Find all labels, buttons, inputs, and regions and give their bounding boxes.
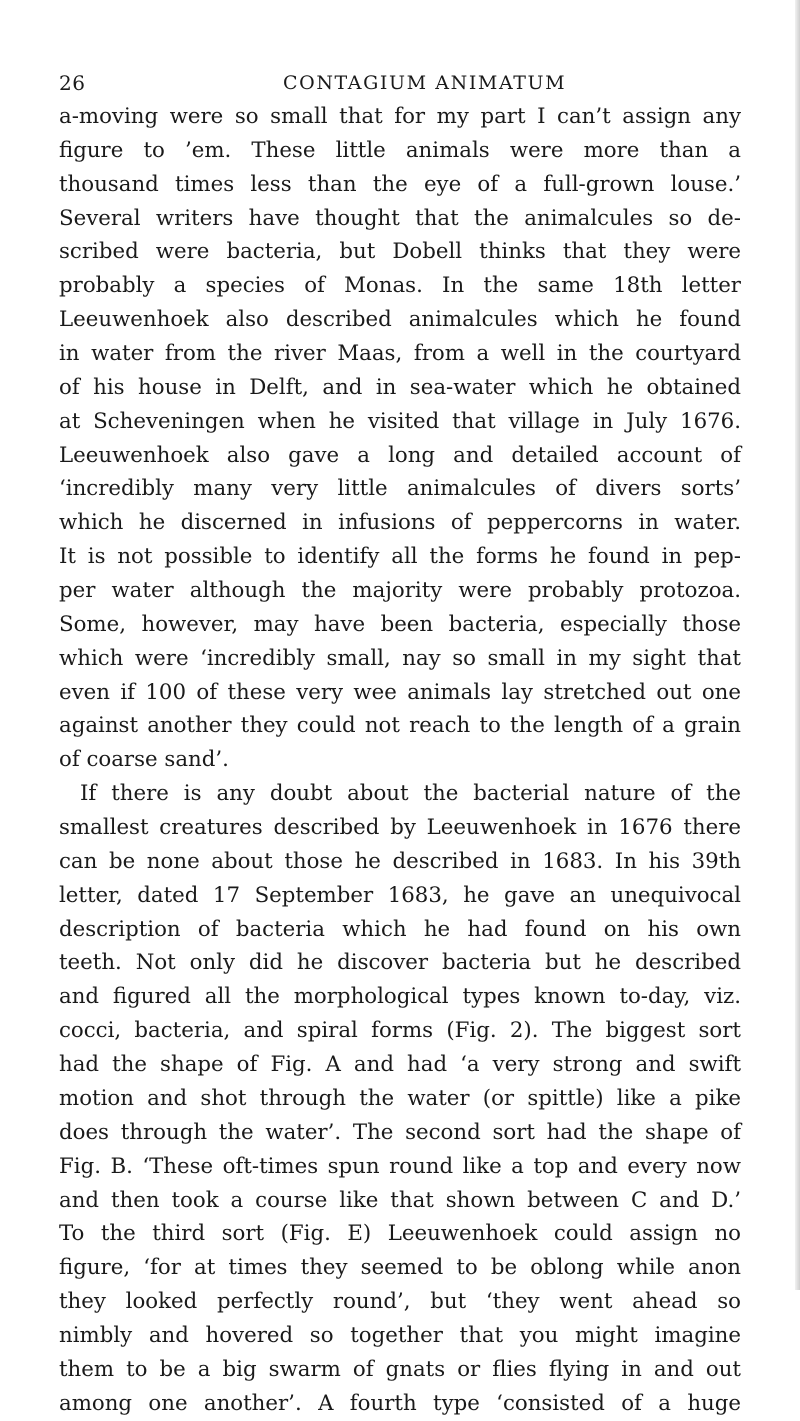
text-line: teeth. Not only did he discover bacteria but he described	[59, 950, 741, 976]
text-line: and figured all the morphological types known to-day, viz.	[59, 984, 741, 1010]
text-line: among one another’. A fourth type ‘consisted of a huge	[59, 1390, 741, 1416]
text-line: Leeuwenhoek also gave a long and detailed account of	[59, 442, 741, 468]
text-line: had the shape of Fig. A and had ‘a very strong and swift	[59, 1052, 741, 1078]
text-line: It is not possible to identify all the forms he found in pep-	[59, 544, 741, 570]
text-line: letter, dated 17 September 1683, he gave an unequivocal	[59, 882, 741, 908]
text-line: figure, ‘for at times they seemed to be oblong while anon	[59, 1255, 741, 1281]
text-line: a-moving were so small that for my part I can’t assign any	[59, 104, 741, 129]
text-line: To the third sort (Fig. E) Leeuwenhoek could assign no	[59, 1221, 741, 1247]
text-line: per water although the majority were probably protozoa.	[59, 578, 741, 604]
text-line: motion and shot through the water (or spittle) like a pike	[59, 1085, 741, 1111]
text-line: Some, however, may have been bacteria, especially those	[59, 611, 741, 637]
text-line: which were ‘incredibly small, nay so small in my sight that	[59, 645, 741, 671]
text-line: description of bacteria which he had found on his own	[59, 916, 741, 942]
text-line: against another they could not reach to the length of a grain	[59, 713, 741, 739]
text-line: probably a species of Monas. In the same 18th letter	[59, 273, 741, 299]
page-number: 26	[59, 71, 86, 95]
text-line: thousand times less than the eye of a full-grown louse.’	[59, 171, 741, 197]
text-line: can be none about those he described in 1683. In his 39th	[59, 848, 741, 874]
page-edge-shadow	[795, 0, 800, 1290]
text-line: they looked perfectly round’, but ‘they went ahead so	[59, 1289, 741, 1315]
text-line: Fig. B. ‘These oft-times spun round like a top and every now	[59, 1153, 741, 1179]
text-line: Leeuwenhoek also described animalcules which he found	[59, 307, 741, 333]
text-line: nimbly and hovered so together that you might imagine	[59, 1322, 741, 1348]
text-line: smallest creatures described by Leeuwenhoek in 1676 there	[59, 815, 741, 841]
text-line: which he discerned in infusions of peppercorns in water.	[59, 510, 741, 536]
text-line: of his house in Delft, and in sea-water which he obtained	[59, 374, 741, 400]
text-line: them to be a big swarm of gnats or flies flying in and out	[59, 1356, 741, 1382]
paragraph-start-line: If there is any doubt about the bacterial nature of the	[80, 781, 741, 807]
text-line: at Scheveningen when he visited that village in July 1676.	[59, 408, 741, 434]
text-line: Several writers have thought that the animalcules so de-	[59, 205, 741, 231]
text-line: scribed were bacteria, but Dobell thinks that they were	[59, 239, 741, 265]
text-line: in water from the river Maas, from a well in the courtyard	[59, 341, 741, 367]
text-line: figure to ’em. These little animals were more than a	[59, 137, 741, 163]
text-line: and then took a course like that shown between C and D.’	[59, 1187, 741, 1213]
text-line: does through the water’. The second sort had the shape of	[59, 1119, 741, 1145]
paragraph-end-line: of coarse sand’.	[59, 747, 229, 773]
text-line: even if 100 of these very wee animals lay stretched out one	[59, 679, 741, 705]
page-header	[59, 70, 739, 100]
body-text	[59, 100, 741, 1421]
text-line: ‘incredibly many very little animalcules of divers sorts’	[59, 476, 741, 502]
text-line: cocci, bacteria, and spiral forms (Fig. 2). The biggest sort	[59, 1018, 741, 1044]
running-title: CONTAGIUM ANIMATUM	[283, 72, 567, 94]
